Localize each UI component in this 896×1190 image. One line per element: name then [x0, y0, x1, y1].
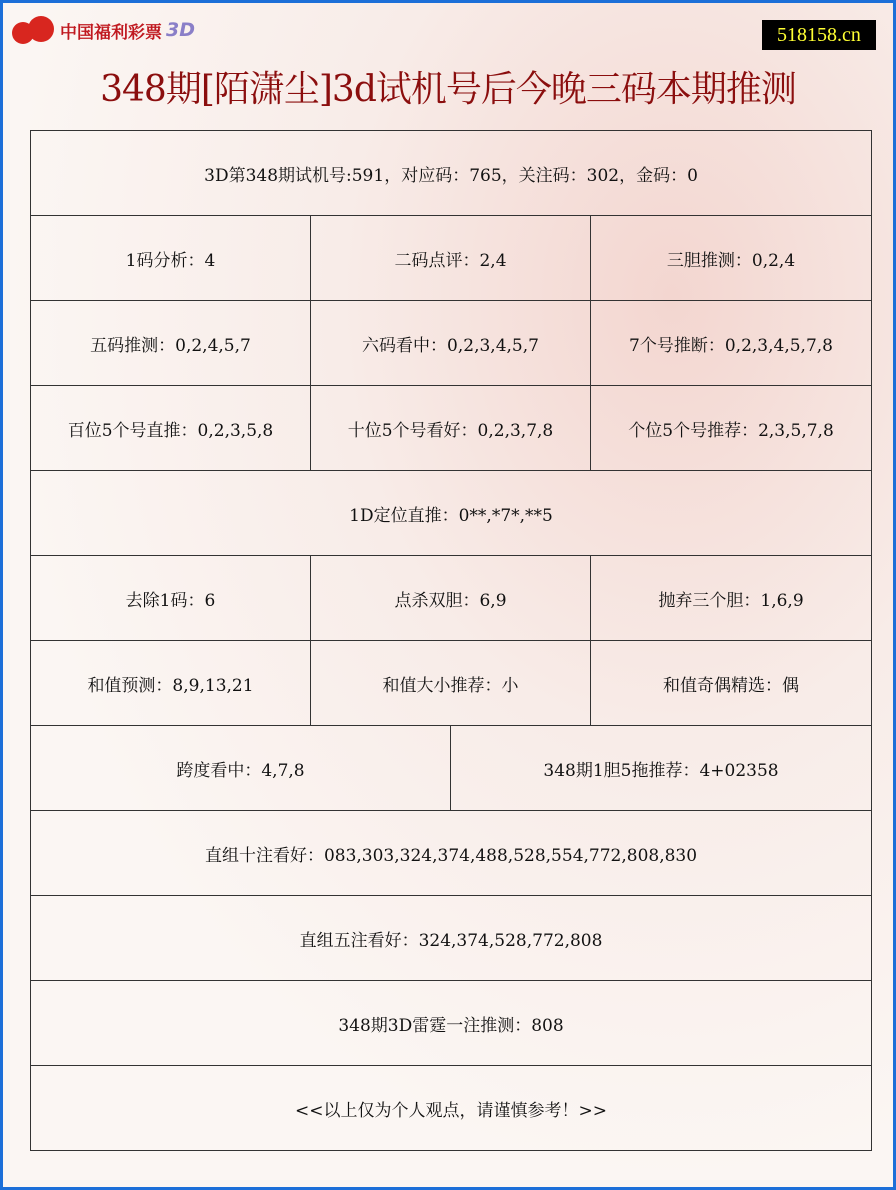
cell: 348期3D雷霆一注推测：808 — [31, 981, 872, 1066]
table-row — [31, 216, 872, 301]
cell: 1D定位直推：0**,*7*,**5 — [31, 471, 872, 556]
table-row — [31, 131, 872, 216]
table-row — [31, 556, 872, 641]
cell: 和值大小推荐：小 — [311, 641, 591, 726]
cell: 和值奇偶精选：偶 — [591, 641, 872, 726]
table-row — [31, 1066, 872, 1151]
table-row — [31, 896, 872, 981]
table-row — [31, 471, 872, 556]
logo — [12, 12, 195, 48]
site-badge[interactable]: 518158.cn — [762, 20, 876, 50]
logo-3d: 3D — [166, 19, 195, 41]
cell: 去除1码：6 — [31, 556, 311, 641]
cell: 直组十注看好：083,303,324,374,488,528,554,772,808,830 — [31, 811, 872, 896]
table-row — [31, 301, 872, 386]
trial-number-cell: 3D第348期试机号:591，对应码：765，关注码：302，金码：0 — [31, 131, 872, 216]
cell: 百位5个号直推：0,2,3,5,8 — [31, 386, 311, 471]
cell: 六码看中：0,2,3,4,5,7 — [311, 301, 591, 386]
cell: 7个号推断：0,2,3,4,5,7,8 — [591, 301, 872, 386]
page-title: 348期[陌潇尘]3d试机号后今晚三码本期推测 — [100, 69, 796, 110]
logo-text: 中国福利彩票 — [60, 22, 162, 43]
table-row — [31, 386, 872, 471]
cell: 五码推测：0,2,4,5,7 — [31, 301, 311, 386]
table-row — [31, 811, 872, 896]
cell: 抛弃三个胆：1,6,9 — [591, 556, 872, 641]
cell: 348期1胆5拖推荐：4+02358 — [451, 726, 872, 811]
cell: 直组五注看好：324,374,528,772,808 — [31, 896, 872, 981]
table-row — [31, 981, 872, 1066]
disclaimer-cell: <<以上仅为个人观点，请谨慎参考！>> — [31, 1066, 872, 1151]
cell: 个位5个号推荐：2,3,5,7,8 — [591, 386, 872, 471]
cell: 跨度看中：4,7,8 — [31, 726, 451, 811]
table-row — [31, 726, 872, 811]
cell: 点杀双胆：6,9 — [311, 556, 591, 641]
table-row — [31, 641, 872, 726]
cell: 十位5个号看好：0,2,3,7,8 — [311, 386, 591, 471]
lottery-logo-icon — [12, 12, 56, 48]
cell: 和值预测：8,9,13,21 — [31, 641, 311, 726]
prediction-table — [30, 130, 872, 1151]
cell: 三胆推测：0,2,4 — [591, 216, 872, 301]
cell: 二码点评：2,4 — [311, 216, 591, 301]
cell: 1码分析：4 — [31, 216, 311, 301]
